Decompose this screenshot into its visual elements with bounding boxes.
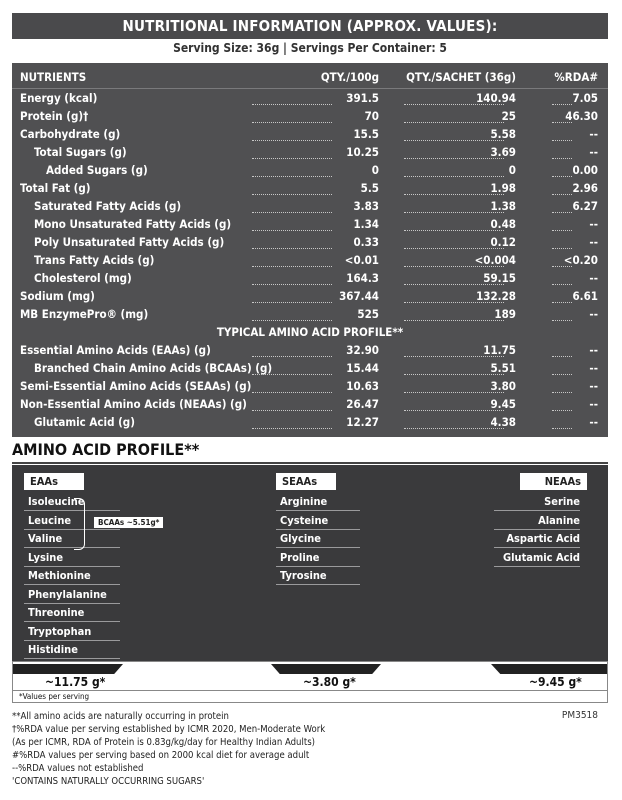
amino-table-title: TYPICAL AMINO ACID PROFILE**: [216, 325, 404, 339]
leader-dots: [404, 212, 504, 213]
qty-sachet: 25: [501, 109, 516, 123]
nutrient-name: Energy (kcal): [20, 91, 98, 105]
amino-underline: [276, 584, 360, 585]
amino-underline: [276, 566, 360, 567]
qty-100g: 164.3: [346, 271, 379, 285]
qty-100g: <0.01: [344, 253, 379, 267]
nutrient-row: [12, 127, 608, 145]
qty-sachet: 189: [494, 307, 516, 321]
amino-acid-item: Leucine: [28, 513, 72, 527]
leader-dots: [552, 194, 572, 195]
nutrition-title: NUTRITIONAL INFORMATION (APPROX. VALUES):: [12, 13, 608, 39]
nutrient-row: [12, 109, 608, 127]
nutrient-name: Total Fat (g): [20, 181, 91, 195]
nutrient-row: [12, 253, 608, 271]
rda-value: --: [589, 361, 598, 375]
amino-underline: [494, 510, 580, 511]
amino-acid-item: Threonine: [28, 606, 85, 619]
rda-value: --: [589, 127, 598, 141]
amino-underline: [24, 510, 120, 511]
leader-dots: [252, 284, 332, 285]
seaa-total: ~3.80 g*: [303, 675, 356, 689]
qty-100g: 0.33: [353, 235, 379, 249]
nutrient-row: [12, 145, 608, 163]
rda-value: --: [589, 145, 598, 159]
bcaa-label: BCAAs ~5.51g*: [94, 517, 163, 528]
leader-dots: [404, 194, 504, 195]
amino-underline: [24, 640, 120, 641]
leader-dots: [252, 428, 332, 429]
nutrient-row: [12, 199, 608, 217]
leader-dots: [552, 158, 572, 159]
amino-acid-item: Alanine: [538, 513, 580, 527]
leader-dots: [252, 302, 332, 303]
amino-acid-item: Isoleucine: [28, 495, 85, 508]
nutrient-name: Saturated Fatty Acids (g): [34, 199, 182, 213]
amino-underline: [24, 603, 120, 604]
leader-dots: [252, 230, 332, 231]
leader-dots: [404, 392, 504, 393]
nutrient-row: [12, 217, 608, 235]
leader-dots: [252, 140, 332, 141]
amino-heading-rule: [12, 462, 608, 464]
qty-sachet: 1.98: [490, 181, 516, 195]
rda-value: --: [589, 307, 598, 321]
nutrient-name: Branched Chain Amino Acids (BCAAs) (g): [34, 361, 273, 375]
seaas-label: SEAAs: [276, 473, 336, 490]
leader-dots: [552, 230, 572, 231]
leader-dots: [552, 284, 572, 285]
header-qty-100g: QTY./100g: [320, 70, 379, 84]
nutrient-name: Non-Essential Amino Acids (NEAAs) (g): [20, 397, 247, 411]
footnote: **All amino acids are naturally occurring in protein: [12, 711, 229, 722]
leader-dots: [404, 410, 504, 411]
footnote: --%RDA values not established: [12, 763, 144, 774]
amino-underline: [24, 566, 120, 567]
nutrient-name: Mono Unsaturated Fatty Acids (g): [34, 217, 232, 231]
nutrient-name: Essential Amino Acids (EAAs) (g): [20, 343, 211, 357]
leader-dots: [252, 410, 332, 411]
amino-totals-strip: [12, 661, 608, 691]
nutrient-row: [12, 307, 608, 325]
leader-dots: [404, 248, 504, 249]
leader-dots: [252, 356, 332, 357]
amino-underline: [24, 621, 120, 622]
rda-value: --: [589, 415, 598, 429]
nutrient-name: MB EnzymePro® (mg): [20, 307, 149, 321]
nutrient-name: Poly Unsaturated Fatty Acids (g): [34, 235, 225, 249]
qty-sachet: 5.51: [490, 361, 516, 375]
amino-underline: [24, 529, 120, 530]
amino-profile-panel: [12, 465, 608, 661]
leader-dots: [404, 230, 504, 231]
qty-sachet: 5.58: [490, 127, 516, 141]
product-code: PM3518: [561, 710, 598, 721]
leader-dots: [552, 356, 572, 357]
amino-acid-item: Phenylalanine: [28, 587, 107, 601]
leader-dots: [252, 122, 332, 123]
amino-acid-item: Aspartic Acid: [506, 532, 580, 545]
nutrient-row: [12, 361, 608, 379]
amino-acid-item: Glutamic Acid: [503, 550, 580, 564]
qty-sachet: 1.38: [490, 199, 516, 213]
qty-100g: 10.63: [346, 379, 379, 393]
qty-sachet: 9.45: [490, 397, 516, 411]
leader-dots: [552, 392, 572, 393]
leader-dots: [552, 320, 572, 321]
leader-dots: [404, 158, 504, 159]
nutrient-row: [12, 163, 608, 181]
seaa-wedge: [271, 664, 381, 674]
amino-acid-item: Arginine: [280, 495, 328, 508]
nutrient-name: Carbohydrate (g): [20, 127, 121, 141]
rda-value: --: [589, 271, 598, 285]
leader-dots: [252, 392, 332, 393]
qty-sachet: 4.38: [490, 415, 516, 429]
leader-dots: [552, 374, 572, 375]
nutrient-name: Total Sugars (g): [34, 145, 127, 159]
header-rda: %RDA#: [554, 70, 598, 84]
neaa-total: ~9.45 g*: [529, 675, 582, 689]
nutrient-row: [12, 289, 608, 307]
amino-underline: [24, 584, 120, 585]
rda-value: 6.61: [572, 289, 598, 303]
nutrient-name: Cholesterol (mg): [34, 271, 132, 285]
leader-dots: [552, 104, 572, 105]
amino-profile-heading: AMINO ACID PROFILE**: [12, 440, 200, 459]
nutrient-row: [12, 379, 608, 397]
qty-sachet: 3.80: [490, 379, 516, 393]
amino-acid-item: Tryptophan: [28, 624, 92, 638]
eaa-total: ~11.75 g*: [45, 675, 106, 689]
header-divider: [12, 88, 608, 89]
nutrient-row: [12, 235, 608, 253]
amino-acid-item: Cysteine: [280, 513, 329, 527]
nutrient-row: [12, 181, 608, 199]
qty-100g: 26.47: [346, 397, 379, 411]
amino-underline: [494, 529, 580, 530]
neaas-label: NEAAs: [520, 473, 587, 490]
leader-dots: [252, 320, 332, 321]
leader-dots: [252, 248, 332, 249]
amino-acid-item: Tyrosine: [280, 569, 327, 582]
leader-dots: [252, 176, 332, 177]
amino-underline: [24, 547, 120, 548]
qty-sachet: 3.69: [490, 145, 516, 159]
leader-dots: [552, 212, 572, 213]
amino-acid-item: Glycine: [280, 532, 321, 545]
leader-dots: [404, 428, 504, 429]
nutrient-row: [12, 415, 608, 433]
leader-dots: [552, 302, 572, 303]
leader-dots: [404, 176, 504, 177]
qty-100g: 1.34: [353, 217, 379, 231]
nutrient-name: Added Sugars (g): [46, 163, 148, 177]
leader-dots: [252, 212, 332, 213]
leader-dots: [252, 104, 332, 105]
leader-dots: [252, 374, 332, 375]
qty-sachet: 0: [508, 163, 516, 177]
rda-value: --: [589, 397, 598, 411]
nutrient-row: [12, 343, 608, 361]
leader-dots: [552, 428, 572, 429]
qty-100g: 0: [371, 163, 379, 177]
qty-100g: 70: [364, 109, 379, 123]
qty-100g: 5.5: [360, 181, 379, 195]
rda-value: --: [589, 343, 598, 357]
eaas-label: EAAs: [24, 473, 84, 490]
amino-acid-item: Lysine: [28, 550, 64, 564]
leader-dots: [552, 410, 572, 411]
serving-info: Serving Size: 36g | Servings Per Container: 5: [173, 41, 447, 55]
amino-underline: [24, 658, 120, 659]
neaa-wedge: [491, 664, 607, 674]
qty-100g: 15.44: [346, 361, 379, 375]
nutrient-name: Sodium (mg): [20, 289, 95, 303]
qty-100g: 10.25: [346, 145, 379, 159]
leader-dots: [404, 140, 504, 141]
qty-sachet: 0.12: [490, 235, 516, 249]
rda-value: --: [589, 379, 598, 393]
leader-dots: [552, 248, 572, 249]
qty-100g: 367.44: [339, 289, 379, 303]
header-qty-sachet: QTY./SACHET (36g): [406, 70, 516, 84]
rda-value: <0.20: [563, 253, 598, 267]
leader-dots: [252, 158, 332, 159]
footnote: (As per ICMR, RDA of Protein is 0.83g/kg/day for Healthy Indian Adults): [12, 737, 315, 748]
qty-sachet: 132.28: [476, 289, 516, 303]
qty-sachet: <0.004: [474, 253, 516, 267]
nutrient-name: Trans Fatty Acids (g): [34, 253, 155, 267]
leader-dots: [552, 176, 572, 177]
qty-100g: 32.90: [346, 343, 379, 357]
nutrient-name: Glutamic Acid (g): [34, 415, 135, 429]
rda-value: 0.00: [572, 163, 598, 177]
bcaa-bracket: [74, 498, 85, 550]
per-serving-note: *Values per serving: [12, 691, 608, 703]
amino-underline: [494, 547, 580, 548]
leader-dots: [252, 194, 332, 195]
amino-underline: [276, 510, 360, 511]
qty-100g: 391.5: [346, 91, 379, 105]
leader-dots: [404, 122, 504, 123]
amino-underline: [494, 566, 580, 567]
nutrition-table: [12, 63, 608, 437]
leader-dots: [404, 320, 504, 321]
qty-100g: 3.83: [353, 199, 379, 213]
qty-sachet: 140.94: [476, 91, 516, 105]
nutrient-row: [12, 271, 608, 289]
qty-100g: 15.5: [353, 127, 379, 141]
nutrient-name: Protein (g)†: [20, 109, 89, 123]
qty-sachet: 0.48: [490, 217, 516, 231]
nutrient-row: [12, 397, 608, 415]
eaa-wedge: [13, 664, 123, 674]
footnote: †%RDA value per serving established by ICMR 2020, Men-Moderate Work: [12, 724, 326, 735]
leader-dots: [404, 374, 504, 375]
nutrient-name: Semi-Essential Amino Acids (SEAAs) (g): [20, 379, 252, 393]
rda-value: 7.05: [572, 91, 598, 105]
footnote: #%RDA values per serving based on 2000 kcal diet for average adult: [12, 750, 310, 761]
amino-acid-item: Serine: [544, 495, 580, 508]
qty-sachet: 11.75: [483, 343, 516, 357]
amino-acid-item: Valine: [28, 532, 63, 545]
amino-acid-item: Methionine: [28, 569, 91, 582]
qty-100g: 12.27: [346, 415, 379, 429]
rda-value: --: [589, 235, 598, 249]
amino-underline: [276, 547, 360, 548]
qty-sachet: 59.15: [483, 271, 516, 285]
rda-value: 6.27: [572, 199, 598, 213]
qty-100g: 525: [357, 307, 379, 321]
leader-dots: [252, 266, 332, 267]
leader-dots: [552, 140, 572, 141]
rda-value: --: [589, 217, 598, 231]
nutrient-row: [12, 91, 608, 109]
rda-value: 46.30: [565, 109, 598, 123]
amino-acid-item: Histidine: [28, 643, 78, 656]
amino-underline: [276, 529, 360, 530]
rda-value: 2.96: [572, 181, 598, 195]
header-nutrients: NUTRIENTS: [20, 70, 87, 84]
footnote: 'CONTAINS NATURALLY OCCURRING SUGARS': [12, 776, 205, 787]
amino-acid-item: Proline: [280, 550, 320, 564]
